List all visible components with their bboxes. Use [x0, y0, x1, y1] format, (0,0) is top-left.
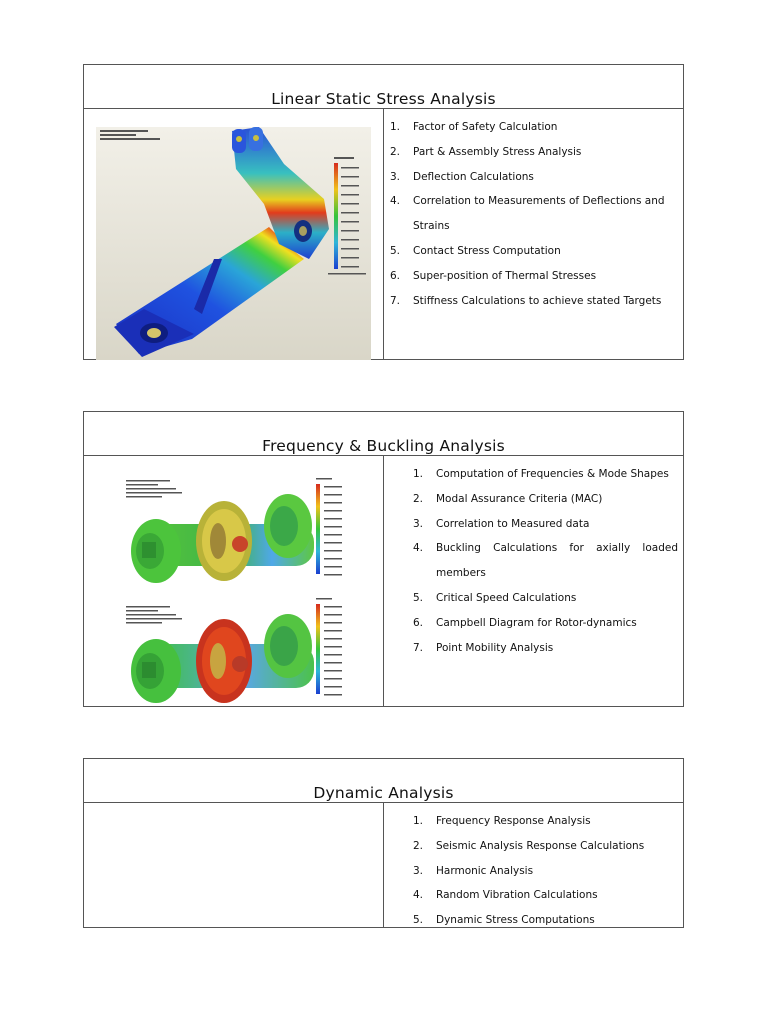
empty-image-cell	[84, 803, 383, 928]
section-title: Dynamic Analysis	[313, 784, 454, 802]
column-divider	[383, 456, 384, 707]
feature-list	[413, 462, 678, 660]
section-dynamic	[83, 758, 684, 928]
section-linear-static	[83, 64, 684, 360]
feature-list	[390, 115, 673, 313]
list-item: 5. Contact Stress Computation	[390, 244, 561, 257]
list-item: 7. Stiffness Calculations to achieve stated Targets	[390, 294, 662, 307]
column-divider	[383, 109, 384, 360]
section-title: Frequency & Buckling Analysis	[262, 437, 505, 455]
mode-shape-images	[84, 456, 383, 707]
section-body	[84, 803, 683, 928]
section-body	[84, 456, 683, 707]
list-item: 6. Super-position of Thermal Stresses	[390, 269, 597, 282]
list-item: 1. Frequency Response Analysis	[413, 815, 591, 827]
feature-list	[413, 809, 678, 933]
list-item: 3. Correlation to Measured data	[413, 517, 590, 530]
list-item: 2. Part & Assembly Stress Analysis	[390, 145, 582, 158]
section-title: Linear Static Stress Analysis	[271, 90, 496, 108]
section-header	[84, 759, 683, 803]
section-body	[84, 109, 683, 360]
list-item: 5. Dynamic Stress Computations	[413, 914, 595, 927]
list-item: 3. Harmonic Analysis	[413, 864, 534, 877]
list-item: 4. Random Vibration Calculations	[413, 889, 598, 902]
section-frequency-buckling	[83, 411, 684, 707]
list-item: 2. Modal Assurance Criteria (MAC)	[413, 492, 603, 505]
list-item: 7. Point Mobility Analysis	[413, 641, 554, 654]
list-item: 6. Campbell Diagram for Rotor-dynamics	[413, 616, 637, 629]
list-item: 4. Correlation to Measurements of Deflections and Strains	[390, 195, 665, 233]
section-header	[84, 412, 683, 456]
stress-bracket-image	[84, 109, 383, 360]
list-item: 5. Critical Speed Calculations	[413, 591, 577, 604]
section-header	[84, 65, 683, 109]
list-item: 4. Buckling Calculations for axially loaded members	[413, 542, 678, 580]
list-item: 2. Seismic Analysis Response Calculations	[413, 839, 645, 852]
list-item: 1. Computation of Frequencies & Mode Shapes	[413, 468, 669, 480]
column-divider	[383, 803, 384, 928]
list-item: 1. Factor of Safety Calculation	[390, 121, 558, 133]
list-item: 3. Deflection Calculations	[390, 170, 534, 183]
